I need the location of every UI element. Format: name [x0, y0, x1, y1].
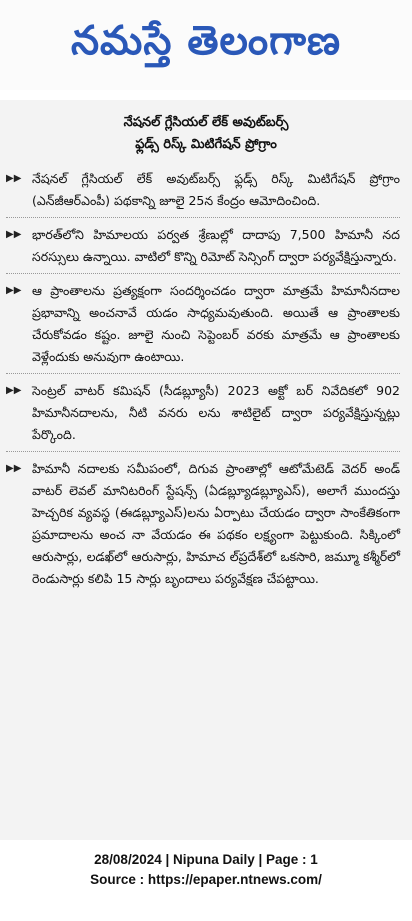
source-footer [0, 850, 412, 890]
bullet-text: నేషనల్ గ్లేసియల్ లేక్ అవుట్‌బర్స్ ఫ్లడ్స్ రిస్క్ మిటిగేషన్ ప్రోగ్రాం (ఎన్‌జీఆర్‌ఎంపీ) పథకాన్ని జూలై 25న కేంద్రం ఆమోదించింది. [32, 171, 400, 208]
bullet-item [6, 274, 400, 374]
bullet-text: హిమానీ నదాలకు సమీపంలో, దిగువ ప్రాంతాల్లో ఆటోమేటెడ్ వెదర్ అండ్ వాటర్ లెవల్ మానిటరింగ్ స్టేషన్స్ (ఏడబ్ల్యూడబ్ల్యూఎస్), అలాగే ముందస్తు హెచ్చరిక వ్యవస్థ (ఈడబ్ల్యూఎస్)లను ఏర్పాటు చేయడం ద్వారా సాంకేతికంగా ప్రమాదాలను అంచ నా వేయడం ఈ పథకం లక్ష్యంగా పెట్టుకుంది. సిక్కింలో ఆరుసార్లు, లడఖ్‌లో ఆరుసార్లు, హిమాచ ల్‌ప్రదేశ్‌లో ఒకసారి, జమ్మూ కశ్మీర్‌లో రెండుసార్లు కలిపి 15 సార్లు బృందాలు పర్యవేక్షణ చేపట్టాయి. [32, 461, 400, 586]
article-headline [0, 100, 412, 162]
headline-line-2: ఫ్లడ్స్ రిస్క్ మిటిగేషన్ ప్రోగ్రాం [135, 137, 277, 152]
bullet-text: సెంట్రల్ వాటర్ కమిషన్ (సీడబ్ల్యూసీ) 2023 అక్టో బర్ నివేదికలో 902 హిమానీనదాలను, నీటి వనరు లను శాటిలైట్ ద్వారా పర్యవేక్షిస్తున్నట్లు పేర్కొంది. [32, 383, 400, 442]
bullet-marker-icon: ▶▶ [6, 463, 22, 474]
bullet-item [6, 162, 400, 218]
bullet-marker-icon: ▶▶ [6, 173, 22, 184]
bullet-list [0, 162, 412, 595]
bullet-marker-icon: ▶▶ [6, 285, 22, 296]
bullet-item [6, 452, 400, 595]
bullet-text: భారత్‌లోని హిమాలయ పర్వత శ్రేణుల్లో దాదాపు 7,500 హిమానీ నద సరస్సులు ఉన్నాయి. వాటిలో కొన్ని రిమోట్ సెన్సింగ్ ద్వారా పర్యవేక్షిస్తున్నారు. [32, 227, 400, 264]
bullet-item [6, 218, 400, 274]
newspaper-masthead [0, 0, 412, 90]
bullet-marker-icon: ▶▶ [6, 385, 22, 396]
bullet-text: ఆ ప్రాంతాలను ప్రత్యక్షంగా సందర్శించడం ద్వారా మాత్రమే హిమానీనదాల ప్రభావాన్ని అంచనావే యడం సాధ్యమవుతుంది. అయితే ఆ ప్రాంతాలకు చేరుకోవడం కష్టం. జూలై నుంచి సెప్టెంబర్ వరకు మాత్రమే ఆ ప్రాంతాలకు వెళ్లేందుకు అనువుగా ఉంటాయి. [32, 283, 400, 364]
footer-source-line: Source : https://epaper.ntnews.com/ [90, 872, 322, 887]
masthead-title: నమస్తే తెలంగాణ [70, 16, 342, 64]
article-clipping [0, 100, 412, 840]
footer-date-line: 28/08/2024 | Nipuna Daily | Page : 1 [94, 852, 318, 867]
headline-line-1: నేషనల్ గ్లేసియల్ లేక్ అవుట్‌బర్స్ [123, 115, 289, 130]
bullet-marker-icon: ▶▶ [6, 229, 22, 240]
bullet-item [6, 374, 400, 452]
